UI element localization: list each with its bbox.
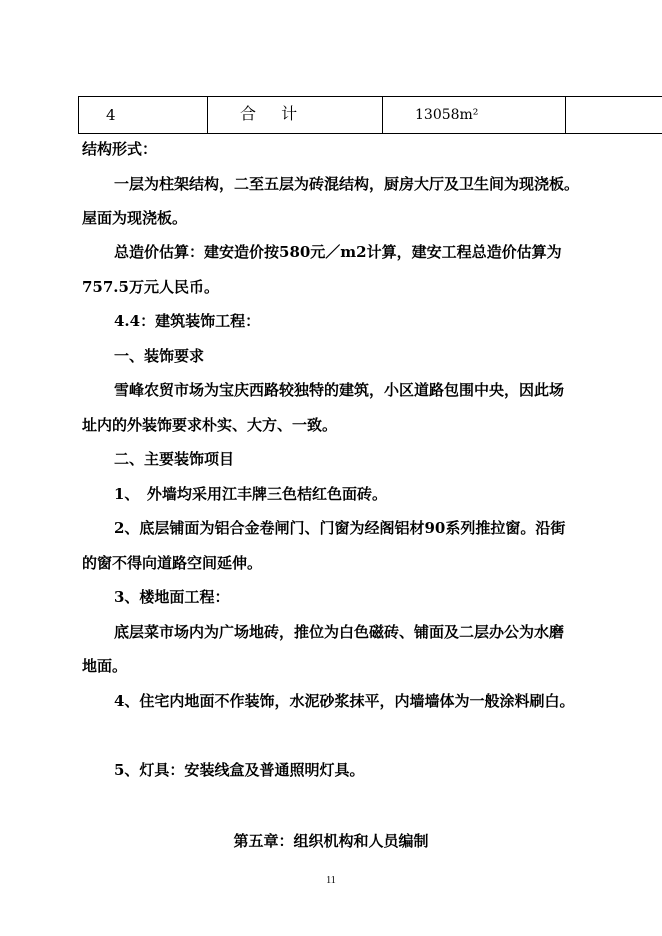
item-1: 1、 外墙均采用江丰牌三色桔红色面砖。 (114, 485, 387, 503)
main-items-heading: 二、主要装饰项目 (114, 450, 235, 468)
structure-heading: 结构形式： (82, 140, 158, 158)
cost-line-2: 757.5万元人民币。 (82, 278, 219, 296)
item-3-line-2: 地面。 (82, 657, 128, 675)
decoration-requirements-line-1: 雪峰农贸市场为宝庆西路较独特的建筑，小区道路包围中央，因此场 (114, 381, 565, 399)
cost-line-1: 总造价估算：建安造价按580元／m2计算，建安工程总造价估算为 (114, 243, 562, 261)
empty-cell (566, 97, 662, 134)
page-number: 11 (326, 875, 336, 886)
row-number-cell: 4 (79, 97, 208, 134)
item-2-line-1: 2、底层铺面为铝合金卷闸门、门窗为经阁铝材90系列推拉窗。沿街 (114, 519, 566, 537)
item-5: 5、灯具：安装线盒及普通照明灯具。 (114, 761, 365, 779)
table-row (79, 97, 662, 134)
item-3-line-1: 底层菜市场内为广场地砖，推位为白色磁砖、铺面及二层办公为水磨 (114, 623, 565, 641)
total-area-cell: 13058m² (383, 97, 566, 134)
total-label-cell: 合 计 (208, 97, 383, 134)
decoration-requirements-heading: 一、装饰要求 (114, 347, 205, 365)
item-4: 4、住宅内地面不作装饰，水泥砂浆抹平，内墙墙体为一般涂料刷白。 (114, 692, 575, 710)
chapter-heading: 第五章：组织机构和人员编制 (233, 832, 429, 850)
section-4-4-heading: 4.4：建筑装饰工程： (114, 312, 261, 330)
structure-line-1: 一层为柱架结构，二至五层为砖混结构，厨房大厅及卫生间为现浇板。 (114, 175, 580, 193)
summary-table (78, 96, 662, 134)
decoration-requirements-line-2: 址内的外装饰要求朴实、大方、一致。 (82, 416, 338, 434)
structure-line-2: 屋面为现浇板。 (82, 209, 188, 227)
item-2-line-2: 的窗不得向道路空间延伸。 (82, 554, 263, 572)
item-3-heading: 3、楼地面工程： (114, 588, 230, 606)
